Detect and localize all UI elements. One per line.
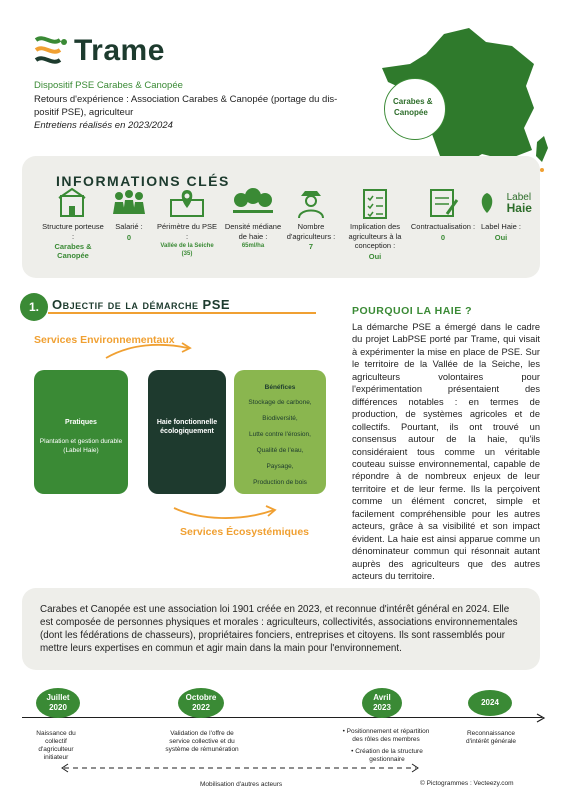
why-title: POURQUOI LA HAIE ?	[352, 305, 473, 317]
timeline-event-text: Reconnaissance d'intérêt générale	[465, 730, 517, 745]
benefit-item: Lutte contre l'érosion,	[249, 431, 311, 438]
curved-arrow-bottom-icon	[170, 500, 280, 524]
trame-logo-mark-icon	[34, 34, 68, 68]
card-pratiques	[34, 370, 128, 494]
info-implication-label: Implication des agriculteurs à la conception :	[348, 222, 402, 250]
info-salarie-value: 0	[126, 232, 132, 242]
info-perimetre	[156, 186, 218, 258]
pictogram-credits: © Pictogrammes : Vecteezy.com	[420, 780, 514, 787]
timeline-year: 2024	[481, 698, 499, 707]
timeline-arrow-icon	[536, 713, 546, 723]
leaf-icon	[479, 191, 495, 215]
timeline-year: 2022	[192, 703, 210, 712]
timeline-axis	[22, 717, 542, 718]
benefit-item: Production de bois	[253, 479, 307, 486]
timeline-pill-2022	[178, 688, 224, 718]
hedge-icon	[231, 186, 275, 220]
timeline-pill-2024	[468, 690, 512, 716]
timeline-month: Octobre	[185, 693, 217, 702]
info-perimetre-value: Vallée de la Seiche (35)	[160, 243, 214, 257]
timeline-pill-2020	[36, 688, 80, 718]
benefit-item: Biodiversité,	[262, 415, 298, 422]
timeline-footer: Mobilisation d'autres acteurs	[200, 781, 283, 788]
retours-line: Retours d'expérience : Association Carabes & Canopée (portage du dis-positif PSE), agriculteur	[34, 94, 338, 118]
badge-line-1: Carabes &	[393, 97, 433, 106]
label-haie-icon	[470, 186, 532, 220]
info-contractualisation	[410, 186, 476, 242]
timeline-event-text-2: • Création de la structure gestionnaire	[351, 748, 423, 763]
services-env-label: Services Environnementaux	[34, 334, 175, 346]
why-text: La démarche PSE a émergé dans le cadre du projet LabPSE porté par Trame, qui visait à expérimenter la mise en place de PSE. Sur le territoire de la Vallée de la Seiche, les agriculteurs volontaires pour l'expérimentation présentaient des différences notables : en termes de production, de systèmes agricoles et de collectifs. Pourtant, ils ont trouvé un consensus autour de la haie, qu'ils considéraient tous comme un véritable couteau suisse environnemental, capable de répondre à de nombreux enjeux de leur territoire et de leur ferme. Ils la perçoivent comme un élément concret, simple et facilement compréhensible pour les autres acteurs, grâce à sa visibilité et son impact évident. La haie est ainsi apparue comme un dénominateur commun qui résonnait autant auprès des agriculteurs que des autres acteurs du territoire.	[352, 322, 540, 582]
info-structure	[42, 186, 104, 260]
info-salarie-label: Salarié :	[115, 222, 143, 231]
info-implication	[342, 186, 408, 261]
info-agriculteurs-label: Nombre d'agriculteurs :	[286, 222, 336, 241]
card-pratiques-title: Pratiques	[65, 419, 97, 426]
info-agriculteurs-value: 7	[308, 242, 314, 251]
dispositif-line: Dispositif PSE Carabes & Canopée	[34, 80, 183, 91]
benefit-item: Stockage de carbone,	[248, 399, 312, 406]
info-contract-value: 0	[440, 232, 446, 242]
info-label-haie	[470, 186, 532, 242]
info-label-haie-label: Label Haie :	[480, 222, 522, 231]
key-info-title: INFORMATIONS CLÉS	[56, 173, 230, 189]
trame-logo	[34, 34, 184, 74]
map-pin-icon	[167, 186, 207, 220]
timeline-pill-2023	[362, 688, 402, 718]
timeline-month: Avril	[373, 693, 391, 702]
timeline-event-text-1: • Positionnement et répartition des rôles des membres	[342, 728, 430, 743]
card-haie	[148, 370, 226, 494]
section-number: 1.	[20, 293, 48, 321]
timeline-event-text: Validation de l'offre de service collective et du système de rémunération	[165, 730, 239, 753]
timeline-year: 2023	[373, 703, 391, 712]
info-densite-value: 65ml/ha	[241, 243, 265, 249]
services-eco-label: Services Écosystémiques	[180, 526, 309, 538]
info-label-haie-value: Oui	[494, 232, 508, 242]
info-agriculteurs	[280, 186, 342, 251]
dashed-double-arrow-icon	[60, 762, 420, 774]
label-haie-logo-2: Haie	[506, 201, 532, 215]
building-icon	[55, 186, 91, 220]
benefit-item: Qualité de l'eau,	[256, 447, 304, 454]
curved-arrow-top-icon	[100, 340, 200, 362]
timeline-month: Juillet	[46, 693, 70, 702]
section-underline	[48, 312, 316, 314]
benefit-item: Paysage,	[266, 463, 294, 470]
timeline-event-text: Naissance du collectif d'agriculteur initiateur	[36, 730, 76, 761]
card-benefices-title: Bénéfices	[264, 384, 296, 391]
contract-icon	[425, 186, 461, 220]
brand-name: Trame	[74, 34, 165, 67]
info-salarie	[98, 186, 160, 242]
association-text: Carabes et Canopée est une association loi 1901 créée en 2023, et reconnue d'intérêt général en 2024. Elle est composée de personnes physiques et morales : agriculteurs, collectivités, associations environnementales (dont les fédérations de chasseurs), propriétaires fonciers, entreprises et citoyens. Ils sont rassemblés pour mettre leurs expertises en commun et agir main dans la main pour l'environnement.	[40, 604, 518, 654]
card-benefices	[234, 370, 326, 494]
info-structure-label: Structure porteuse :	[42, 222, 104, 241]
benefits-list	[234, 399, 326, 487]
card-pratiques-text: Plantation et gestion durable (Label Haie)	[39, 438, 123, 454]
info-perimetre-label: Périmètre du PSE :	[156, 222, 218, 241]
timeline-year: 2020	[49, 703, 67, 712]
section-title: Objectif de la démarche PSE	[52, 297, 231, 312]
entretiens-line: Entretiens réalisés en 2023/2024	[34, 120, 173, 131]
farmer-icon	[293, 186, 329, 220]
info-densite	[222, 186, 284, 250]
info-densite-label: Densité médiane de haie :	[224, 222, 282, 241]
label-haie-logo-1: Label	[506, 192, 532, 203]
people-icon	[109, 186, 149, 220]
checklist-icon	[357, 186, 393, 220]
badge-line-2: Canopée	[394, 108, 428, 117]
card-haie-title: Haie fonctionnelle écologiquement	[156, 419, 218, 435]
info-implication-value: Oui	[368, 251, 382, 261]
carabes-canopee-badge	[384, 78, 446, 140]
info-contract-label: Contractualisation :	[410, 222, 476, 231]
info-structure-value: Carabes & Canopée	[54, 242, 92, 260]
